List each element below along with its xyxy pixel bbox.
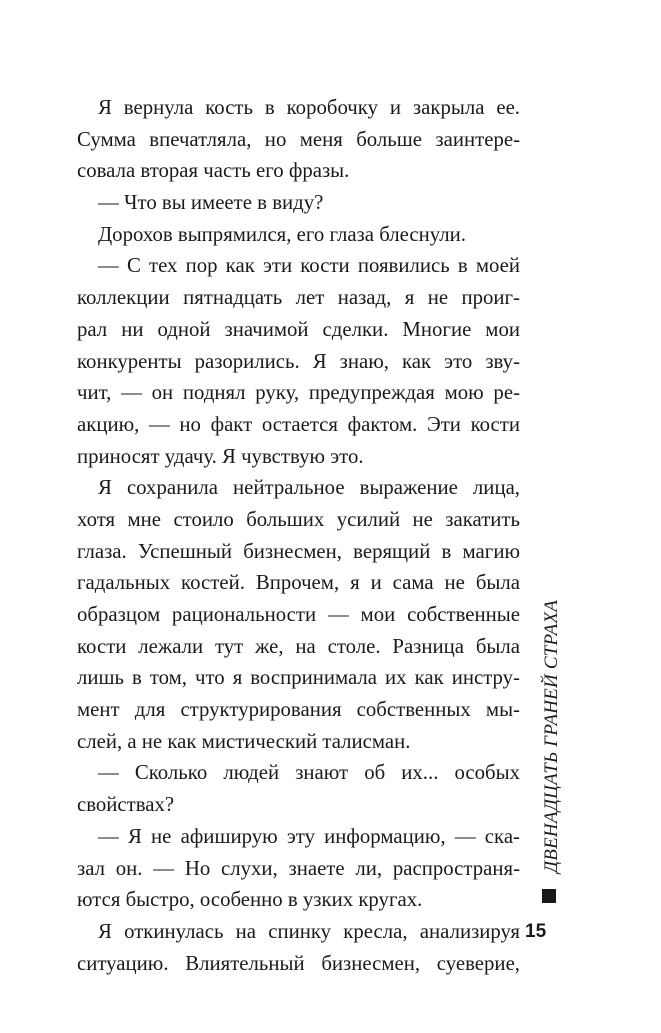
page-number: 15 [525,921,547,942]
text-line: мент для структурирования собственных мы- [77,698,520,722]
text-line: — Я не афиширую эту информацию, — ска- [98,824,520,848]
text-line: кости лежали тут же, на столе. Разница была [77,634,520,658]
text-line: гадальных костей. Впрочем, я и сама не была [77,571,520,595]
square-marker-icon [542,889,556,903]
text-line: совала вторая часть его фразы. [77,159,350,183]
text-line: ситуацию. Влиятельный бизнесмен, суеверие, [77,951,520,975]
text-line: лишь в том, что я воспринимала их как инстру- [77,666,520,690]
text-line: слей, а не как мистический талисман. [77,729,411,753]
text-line: коллекции пятнадцать лет назад, я не проиг- [77,286,520,310]
text-line: — С тех пор как эти кости появились в моей [98,254,520,278]
text-line: конкуренты разорились. Я знаю, как это зву- [77,349,520,373]
text-line: ются быстро, особенно в узких кругах. [77,888,423,912]
page-body [77,92,520,979]
text-line: свойствах? [77,793,175,817]
text-line: — Сколько людей знают об их... особых [98,761,520,785]
text-line: глаза. Успешный бизнесмен, верящий в магию [77,539,520,563]
text-line: хотя мне стоило больших усилий не закатить [77,507,520,531]
text-line: Я откинулась на спинку кресла, анализируя [98,919,520,943]
running-title: ДВЕНАДЦАТЬ ГРАНЕЙ СТРАХА [541,599,562,874]
text-line: Я вернула кость в коробочку и закрыла ее. [98,96,520,119]
text-line: рал ни одной значимой сделки. Многие мои [77,317,520,341]
text-line: образцом рациональности — мои собственные [77,603,520,626]
text-line: — Что вы имеете в виду? [98,191,324,215]
text-line: акцию, — но факт остается фактом. Эти кости [77,412,520,436]
text-line: приносят удачу. Я чувствую это. [77,444,364,468]
text-line: Я сохранила нейтральное выражение лица, [98,476,520,500]
text-line: зал он. — Но слухи, знаете ли, распространя- [77,856,520,880]
text-line: Дорохов выпрямился, его глаза блеснули. [98,222,466,246]
text-line: Сумма впечатляла, но меня больше заинтере- [77,127,520,151]
text-line: чит, — он поднял руку, предупреждая мою ре- [77,381,520,405]
